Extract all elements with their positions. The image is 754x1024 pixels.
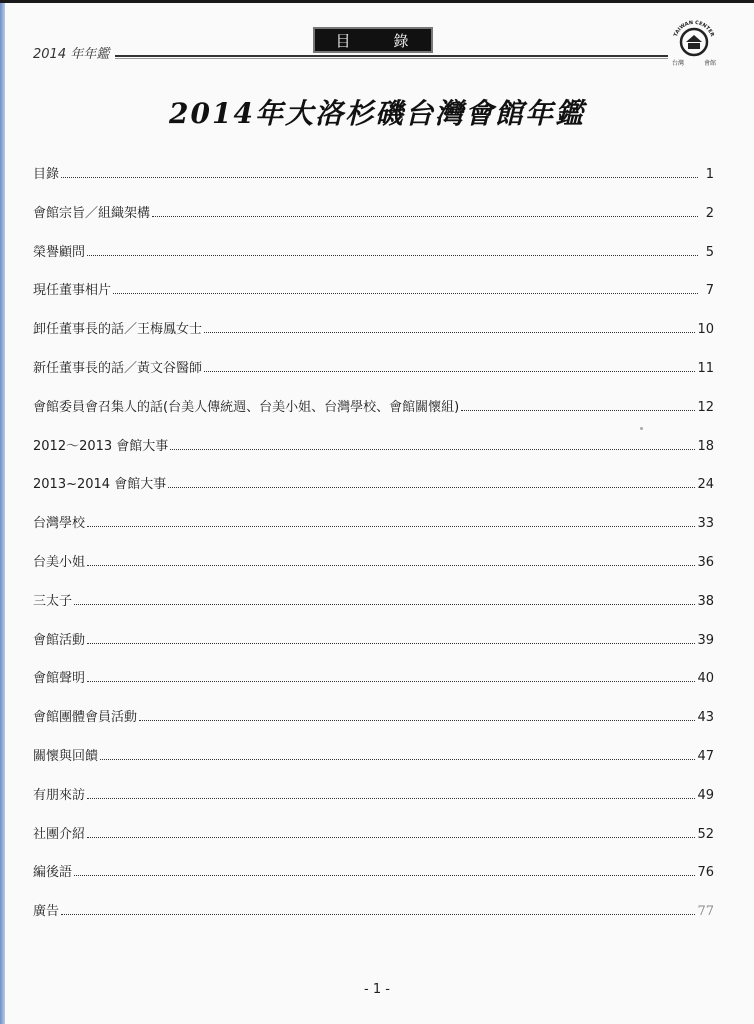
section-tab [313, 27, 433, 53]
toc-leader-dots [87, 633, 695, 644]
toc-leader-dots [87, 555, 695, 566]
toc-entry-page: 38 [697, 593, 714, 609]
toc-entry-page: 47 [697, 748, 714, 764]
toc-entry-page: 5 [705, 244, 714, 260]
toc-entry-page: 76 [697, 865, 714, 881]
toc-entry-label: 有朋來訪 [33, 787, 86, 803]
toc-leader-dots [87, 788, 695, 799]
toc-leader-dots [168, 477, 695, 488]
logo-caption [672, 58, 716, 67]
toc-leader-dots [113, 283, 698, 294]
toc-leader-dots [204, 361, 695, 372]
toc-leader-dots [74, 594, 695, 605]
page-edge-left [0, 0, 5, 1024]
toc-entry[interactable] [33, 667, 714, 706]
toc-entry-label: 會館宗旨／組織架構 [33, 205, 151, 221]
footer-page-number: - 1 - [364, 982, 390, 997]
toc-leader-dots [139, 710, 695, 721]
logo-caption-right: 會館 [703, 60, 716, 67]
toc-entry[interactable] [33, 396, 714, 435]
toc-entry-label: 2013~2014 會館大事 [33, 477, 167, 493]
taiwan-center-logo-icon [668, 18, 720, 58]
toc-entry-page: 36 [697, 554, 714, 570]
toc-leader-dots [87, 827, 695, 838]
toc-entry-page: 24 [697, 477, 714, 493]
paper-speck [640, 427, 643, 430]
toc-entry-label: 關懷與回饋 [33, 748, 99, 764]
toc-entry-label: 三太子 [33, 593, 73, 609]
toc-leader-dots [87, 516, 695, 527]
toc-leader-dots [461, 400, 695, 411]
toc-entry-page: 12 [697, 399, 714, 415]
toc-leader-dots [100, 749, 695, 760]
toc-leader-dots [87, 245, 698, 256]
toc-entry-label: 新任董事長的話／黃文谷醫師 [33, 360, 203, 376]
section-tab-char-2: 錄 [393, 31, 411, 50]
toc-entry[interactable] [33, 551, 714, 590]
toc-entry[interactable] [33, 163, 714, 202]
logo-arc-text: TAIWAN CENTER [672, 19, 716, 38]
toc-entry[interactable] [33, 900, 714, 939]
toc-entry-label: 卸任董事長的話／王梅鳳女士 [33, 322, 203, 338]
table-of-contents [33, 163, 714, 939]
toc-leader-dots [152, 206, 698, 217]
toc-entry-label: 2012～2013 會館大事 [33, 438, 169, 454]
toc-leader-dots [61, 167, 698, 178]
toc-entry-page: 18 [697, 438, 714, 454]
toc-entry[interactable] [33, 861, 714, 900]
toc-entry-page: 10 [697, 322, 714, 338]
toc-entry-page: 52 [697, 826, 714, 842]
toc-leader-dots [87, 671, 695, 682]
page-edge-top [0, 0, 754, 3]
toc-entry-page: 49 [697, 787, 714, 803]
toc-entry[interactable] [33, 202, 714, 241]
header-rule-thin [115, 58, 668, 59]
toc-entry-page: 33 [697, 516, 714, 532]
toc-entry-label: 目錄 [33, 167, 60, 182]
toc-entry-label: 現任董事相片 [33, 283, 112, 299]
toc-entry[interactable] [33, 357, 714, 396]
section-tab-char-1: 目 [335, 31, 353, 50]
toc-entry[interactable] [33, 745, 714, 784]
header-rule [115, 55, 668, 57]
toc-entry-page: 7 [705, 283, 714, 299]
toc-entry-label: 榮譽顧問 [33, 244, 86, 260]
toc-entry-label: 編後語 [33, 865, 73, 881]
toc-entry[interactable] [33, 473, 714, 512]
page-title: 2014年大洛杉磯台灣會館年鑑 [169, 97, 585, 130]
toc-entry[interactable] [33, 629, 714, 668]
toc-entry[interactable] [33, 823, 714, 862]
toc-entry[interactable] [33, 318, 714, 357]
toc-entry-page: 2 [705, 205, 714, 221]
toc-leader-dots [204, 322, 695, 333]
toc-leader-dots [74, 865, 695, 876]
toc-entry[interactable] [33, 706, 714, 745]
toc-leader-dots [170, 439, 695, 450]
toc-entry-label: 台美小姐 [33, 554, 86, 570]
toc-entry[interactable] [33, 241, 714, 280]
toc-entry-label: 會館委員會召集人的話(台美人傳統週、台美小姐、台灣學校、會館關懷組) [33, 399, 460, 415]
toc-entry-label: 會館團體會員活動 [33, 710, 138, 726]
toc-entry-label: 廣告 [33, 904, 60, 920]
toc-entry-page: 39 [697, 632, 714, 648]
logo-caption-left: 台灣 [672, 60, 685, 67]
toc-entry-page: 77 [697, 904, 714, 920]
toc-entry-label: 會館聲明 [33, 671, 86, 687]
toc-entry-label: 台灣學校 [33, 516, 86, 532]
header-year-label: 2014 年年鑑 [33, 47, 110, 62]
toc-entry[interactable] [33, 590, 714, 629]
toc-leader-dots [61, 904, 695, 915]
toc-entry-label: 社團介紹 [33, 826, 86, 842]
toc-entry[interactable] [33, 435, 714, 474]
toc-entry[interactable] [33, 279, 714, 318]
toc-entry-page: 11 [697, 360, 714, 376]
toc-entry-page: 40 [697, 671, 714, 687]
toc-entry-page: 43 [697, 710, 714, 726]
toc-entry[interactable] [33, 784, 714, 823]
toc-entry-page: 1 [705, 167, 714, 182]
toc-entry-label: 會館活動 [33, 632, 86, 648]
toc-entry[interactable] [33, 512, 714, 551]
